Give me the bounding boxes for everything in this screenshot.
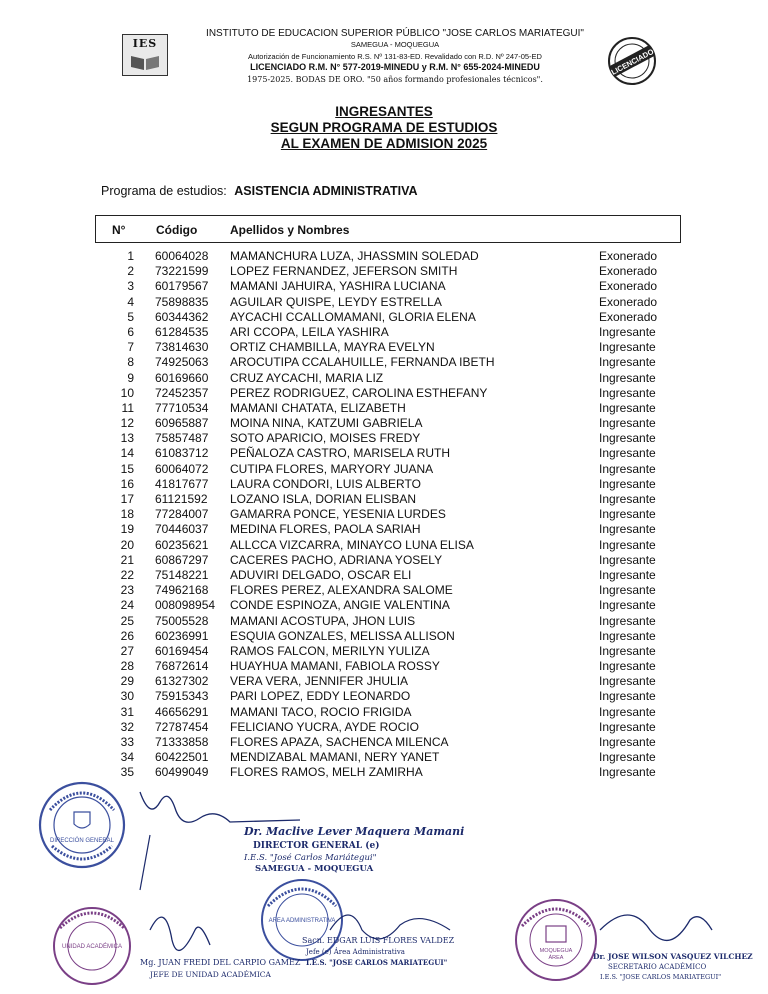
area-role: Jefe (e) Área Administrativa xyxy=(306,948,405,956)
table-row xyxy=(0,325,768,340)
row-name: MAMANI TACO, ROCIO FRIGIDA xyxy=(230,704,412,719)
row-code: 60499049 xyxy=(155,765,209,780)
licenciado-seal-icon xyxy=(607,36,657,86)
table-row xyxy=(0,355,768,370)
director-name: Dr. Maclive Lever Maquera Mamani xyxy=(244,825,465,838)
row-status: Ingresante xyxy=(599,522,656,537)
table-row xyxy=(0,507,768,522)
row-name: HUAYHUA MAMANI, FABIOLA ROSSY xyxy=(230,659,440,674)
row-number: 33 xyxy=(120,735,134,749)
ies-logo xyxy=(122,34,168,76)
row-status: Ingresante xyxy=(599,750,656,765)
row-number: 31 xyxy=(120,704,134,719)
row-number: 4 xyxy=(127,294,134,309)
row-code: 74962168 xyxy=(155,583,209,598)
program-label: Programa de estudios: xyxy=(101,184,227,198)
table-row xyxy=(0,416,768,431)
row-number: 26 xyxy=(120,628,134,643)
row-status: Ingresante xyxy=(599,324,656,339)
table-row xyxy=(0,568,768,583)
row-name: ARI CCOPA, LEILA YASHIRA xyxy=(230,324,389,339)
row-number: 22 xyxy=(120,567,134,582)
header-number: N° xyxy=(112,223,126,237)
row-status: Ingresante xyxy=(599,598,656,613)
table-row xyxy=(0,598,768,613)
table-row xyxy=(0,492,768,507)
document-title xyxy=(0,104,768,152)
row-code: 76872614 xyxy=(155,659,209,674)
row-name: ORTIZ CHAMBILLA, MAYRA EVELYN xyxy=(230,340,435,355)
table-row xyxy=(0,401,768,416)
table-row xyxy=(0,614,768,629)
director-institution: I.E.S. "José Carlos Mariátegui" xyxy=(244,853,377,863)
row-number: 32 xyxy=(120,719,134,734)
director-place: SAMEGUA - MOQUEGUA xyxy=(255,864,374,874)
direccion-general-seal-icon xyxy=(40,783,124,867)
row-status: Ingresante xyxy=(599,628,656,643)
row-number: 7 xyxy=(127,340,134,355)
row-status: Ingresante xyxy=(599,476,656,491)
row-name: AROCUTIPA CCALAHUILLE, FERNANDA IBETH xyxy=(230,355,495,370)
row-status: Ingresante xyxy=(599,583,656,598)
table-row xyxy=(0,371,768,386)
row-number: 11 xyxy=(121,400,134,415)
row-name: GAMARRA PONCE, YESENIA LURDES xyxy=(230,507,446,522)
table-row xyxy=(0,765,768,780)
row-code: 71333858 xyxy=(155,735,209,749)
table-row xyxy=(0,629,768,644)
row-code: 60179567 xyxy=(155,279,209,294)
table-row xyxy=(0,264,768,279)
row-name: RAMOS FALCON, MERILYN YULIZA xyxy=(230,643,430,658)
table-row xyxy=(0,705,768,720)
row-status: Ingresante xyxy=(599,719,656,734)
row-number: 5 xyxy=(127,309,134,324)
row-number: 21 xyxy=(120,552,134,567)
secretaria-academica-seal-icon xyxy=(516,900,596,980)
row-name: FLORES RAMOS, MELH ZAMIRHA xyxy=(230,765,423,780)
table-row xyxy=(0,735,768,750)
institution-location: SAMEGUA - MOQUEGUA xyxy=(350,40,440,50)
title-line-2: SEGUN PROGRAMA DE ESTUDIOS xyxy=(270,120,498,135)
applicant-list xyxy=(0,249,768,781)
table-row xyxy=(0,659,768,674)
row-code: 74925063 xyxy=(155,355,209,370)
row-number: 24 xyxy=(120,598,134,613)
row-name: FLORES PEREZ, ALEXANDRA SALOME xyxy=(230,583,453,598)
row-code: 61083712 xyxy=(155,446,209,461)
row-status: Ingresante xyxy=(599,537,656,552)
row-code: 77284007 xyxy=(155,507,209,522)
institution-name: INSTITUTO DE EDUCACION SUPERIOR PÚBLICO "JOSE CARLOS MARIATEGUI" xyxy=(206,28,584,39)
header-code: Código xyxy=(156,223,198,237)
licenciado-seal-text: LICENCIADO xyxy=(609,46,656,77)
row-status: Ingresante xyxy=(599,400,656,415)
table-header xyxy=(95,215,681,243)
director-seal-center: DIRECCIÓN GENERAL xyxy=(49,838,115,844)
row-name: MEDINA FLORES, PAOLA SARIAH xyxy=(230,522,421,537)
row-code: 75148221 xyxy=(155,567,209,582)
row-name: CUTIPA FLORES, MARYORY JUANA xyxy=(230,461,434,476)
row-code: 61284535 xyxy=(155,324,209,339)
row-name: ESQUIA GONZALES, MELISSA ALLISON xyxy=(230,628,455,643)
row-name: VERA VERA, JENNIFER JHULIA xyxy=(230,674,409,689)
row-number: 15 xyxy=(120,461,134,476)
row-name: LOZANO ISLA, DORIAN ELISBAN xyxy=(230,492,417,506)
row-number: 13 xyxy=(120,431,134,446)
row-status: Ingresante xyxy=(599,689,656,704)
row-name: PEREZ RODRIGUEZ, CAROLINA ESTHEFANY xyxy=(230,385,488,400)
table-row xyxy=(0,689,768,704)
program-line xyxy=(101,184,418,198)
table-row xyxy=(0,295,768,310)
row-name: MAMANI ACOSTUPA, JHON LUIS xyxy=(230,613,416,628)
row-code: 41817677 xyxy=(155,476,209,491)
table-row xyxy=(0,462,768,477)
row-code: 70446037 xyxy=(155,522,209,537)
row-code: 60169454 xyxy=(155,643,209,658)
title-line-1: INGRESANTES xyxy=(335,104,433,119)
table-row xyxy=(0,279,768,294)
row-number: 14 xyxy=(120,446,134,461)
area-seal-center: AREA ADMINISTRATIVA xyxy=(268,918,336,924)
row-name: FELICIANO YUCRA, AYDE ROCIO xyxy=(230,719,419,734)
row-code: 75005528 xyxy=(155,613,209,628)
secretary-institution: I.E.S. "JOSE CARLOS MARIATEGUI" xyxy=(600,973,722,981)
table-row xyxy=(0,249,768,264)
row-code: 60064072 xyxy=(155,461,209,476)
row-number: 1 xyxy=(127,249,134,263)
row-status: Exonerado xyxy=(599,249,658,263)
row-name: ADUVIRI DELGADO, OSCAR ELI xyxy=(230,567,412,582)
row-number: 27 xyxy=(120,643,134,658)
license-line: LICENCIADO R.M. N° 577-2019-MINEDU y R.M. N° 655-2024-MINEDU xyxy=(250,62,540,73)
row-name: CRUZ AYCACHI, MARIA LIZ xyxy=(230,370,384,385)
row-code: 60064028 xyxy=(155,249,209,263)
row-status: Ingresante xyxy=(599,704,656,719)
row-status: Ingresante xyxy=(599,340,656,355)
director-signature-icon xyxy=(140,792,300,822)
row-code: 72452357 xyxy=(155,385,209,400)
secretary-name: Dr. JOSE WILSON VASQUEZ VILCHEZ xyxy=(593,952,753,961)
row-name: MAMANI JAHUIRA, YASHIRA LUCIANA xyxy=(230,279,446,294)
row-status: Ingresante xyxy=(599,355,656,370)
program-value: ASISTENCIA ADMINISTRATIVA xyxy=(234,184,418,198)
row-status: Ingresante xyxy=(599,552,656,567)
row-status: Exonerado xyxy=(599,309,658,324)
row-status: Ingresante xyxy=(599,613,656,628)
row-status: Ingresante xyxy=(599,735,656,749)
row-code: 008098954 xyxy=(155,598,216,613)
row-code: 72787454 xyxy=(155,719,209,734)
table-row xyxy=(0,340,768,355)
area-institution: I.E.S. "JOSE CARLOS MARIATEGUI" xyxy=(306,958,448,967)
table-row xyxy=(0,674,768,689)
row-code: 73221599 xyxy=(155,264,209,279)
unidad-role: JEFE DE UNIDAD ACADÉMICA xyxy=(150,970,271,979)
row-code: 75857487 xyxy=(155,431,209,446)
ies-logo-text: IES xyxy=(132,37,158,50)
unidad-seal-center: UNIDAD ACADÉMICA xyxy=(61,944,123,950)
table-row xyxy=(0,750,768,765)
row-name: PEÑALOZA CASTRO, MARISELA RUTH xyxy=(230,446,451,461)
row-number: 9 xyxy=(127,370,134,385)
book-icon xyxy=(129,53,161,71)
row-name: LAURA CONDORI, LUIS ALBERTO xyxy=(230,476,421,491)
row-name: FLORES APAZA, SACHENCA MILENCA xyxy=(230,735,449,749)
sec-seal-center: MOQUEGUA xyxy=(539,948,573,954)
table-row xyxy=(0,446,768,461)
title-line-3: AL EXAMEN DE ADMISION 2025 xyxy=(280,136,488,151)
row-name: CONDE ESPINOZA, ANGIE VALENTINA xyxy=(230,598,450,613)
row-status: Ingresante xyxy=(599,765,656,780)
row-code: 75898835 xyxy=(155,294,209,309)
institution-heading xyxy=(200,28,590,85)
header-name: Apellidos y Nombres xyxy=(230,223,350,237)
row-number: 20 xyxy=(120,537,134,552)
table-row xyxy=(0,431,768,446)
row-status: Ingresante xyxy=(599,385,656,400)
row-name: AGUILAR QUISPE, LEYDY ESTRELLA xyxy=(230,294,442,309)
row-code: 77710534 xyxy=(155,400,209,415)
table-row xyxy=(0,477,768,492)
table-row xyxy=(0,583,768,598)
row-code: 61327302 xyxy=(155,674,209,689)
row-name: MENDIZABAL MAMANI, NERY YANET xyxy=(230,750,440,765)
row-number: 2 xyxy=(127,264,134,279)
row-status: Ingresante xyxy=(599,567,656,582)
row-number: 28 xyxy=(120,659,134,674)
row-status: Ingresante xyxy=(599,431,656,446)
row-name: PARI LOPEZ, EDDY LEONARDO xyxy=(230,689,411,704)
row-name: LOPEZ FERNANDEZ, JEFERSON SMITH xyxy=(230,264,458,279)
row-number: 8 xyxy=(127,355,134,370)
row-number: 25 xyxy=(120,613,134,628)
secretary-signature-icon xyxy=(600,915,712,940)
director-role: DIRECTOR GENERAL (e) xyxy=(253,841,380,851)
row-number: 23 xyxy=(120,583,134,598)
row-number: 12 xyxy=(120,416,134,431)
anniversary-line: 1975-2025. BODAS DE ORO. "50 años formando profesionales técnicos". xyxy=(247,74,543,84)
row-status: Ingresante xyxy=(599,659,656,674)
row-name: AYCACHI CCALLOMAMANI, GLORIA ELENA xyxy=(230,309,476,324)
row-number: 30 xyxy=(120,689,134,704)
sec-seal-sub: ÁREA xyxy=(548,955,564,961)
row-status: Exonerado xyxy=(599,279,658,294)
row-code: 60965887 xyxy=(155,416,209,431)
row-name: CACERES PACHO, ADRIANA YOSELY xyxy=(230,552,443,567)
secretary-role: SECRETARIO ACADÉMICO xyxy=(608,963,707,971)
row-number: 35 xyxy=(120,765,134,780)
row-code: 60169660 xyxy=(155,370,209,385)
row-status: Ingresante xyxy=(599,461,656,476)
table-row xyxy=(0,553,768,568)
row-status: Ingresante xyxy=(599,643,656,658)
row-code: 60867297 xyxy=(155,552,209,567)
row-code: 60236991 xyxy=(155,628,209,643)
row-number: 16 xyxy=(120,476,134,491)
row-status: Ingresante xyxy=(599,492,656,506)
area-name: Sacn. EDGAR LUIS FLORES VALDEZ xyxy=(302,936,455,945)
table-row xyxy=(0,644,768,659)
row-name: MOINA NINA, KATZUMI GABRIELA xyxy=(230,416,423,431)
row-code: 61121592 xyxy=(155,492,208,506)
unidad-name: Mg. JUAN FREDI DEL CARPIO GAMEZ xyxy=(140,958,301,967)
row-code: 75915343 xyxy=(155,689,209,704)
row-number: 29 xyxy=(120,674,134,689)
table-row xyxy=(0,720,768,735)
row-code: 60422501 xyxy=(155,750,209,765)
table-row xyxy=(0,538,768,553)
row-name: MAMANCHURA LUZA, JHASSMIN SOLEDAD xyxy=(230,249,479,263)
row-status: Exonerado xyxy=(599,294,658,309)
row-number: 17 xyxy=(120,492,134,506)
row-number: 18 xyxy=(120,507,134,522)
row-status: Ingresante xyxy=(599,674,656,689)
table-row xyxy=(0,522,768,537)
row-status: Ingresante xyxy=(599,416,656,431)
row-status: Ingresante xyxy=(599,446,656,461)
row-status: Ingresante xyxy=(599,507,656,522)
row-status: Ingresante xyxy=(599,370,656,385)
document-header xyxy=(0,0,768,90)
authorization-line: Autorización de Funcionamiento R.S. Nº 131-83-ED. Revalidado con R.D. Nº 247-05-ED xyxy=(248,51,542,61)
row-number: 10 xyxy=(120,385,134,400)
unidad-signature-icon xyxy=(150,917,210,950)
table-row xyxy=(0,386,768,401)
signature-area xyxy=(0,780,768,994)
row-status: Exonerado xyxy=(599,264,658,279)
row-name: MAMANI CHATATA, ELIZABETH xyxy=(230,400,406,415)
row-number: 3 xyxy=(127,279,134,294)
row-number: 6 xyxy=(127,324,134,339)
row-code: 73814630 xyxy=(155,340,209,355)
row-name: ALLCCA VIZCARRA, MINAYCO LUNA ELISA xyxy=(230,537,474,552)
row-name: SOTO APARICIO, MOISES FREDY xyxy=(230,431,421,446)
row-code: 60344362 xyxy=(155,309,209,324)
row-number: 19 xyxy=(120,522,134,537)
row-code: 46656291 xyxy=(155,704,209,719)
row-code: 60235621 xyxy=(155,537,209,552)
row-number: 34 xyxy=(120,750,134,765)
table-row xyxy=(0,310,768,325)
